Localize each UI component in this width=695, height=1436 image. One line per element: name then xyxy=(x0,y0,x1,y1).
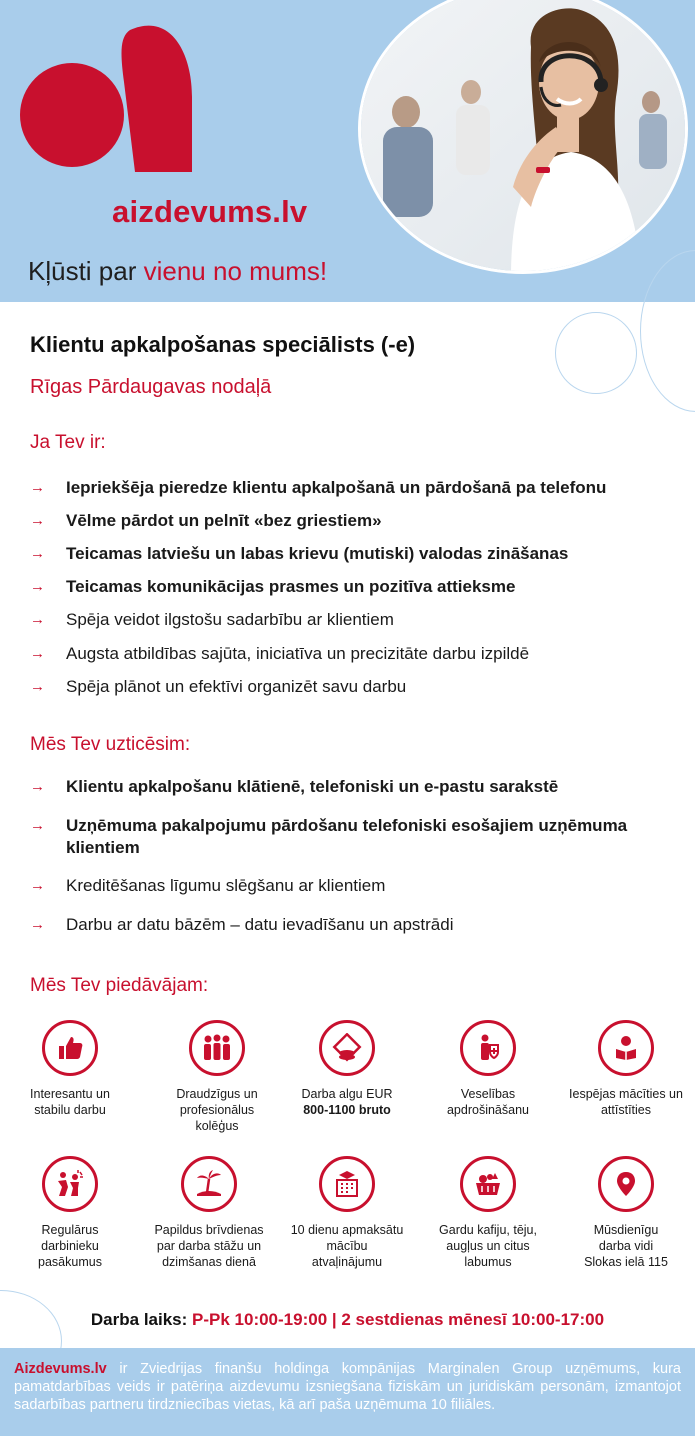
benefit-item: Interesantu un stabilu darbu xyxy=(0,1020,140,1118)
benefit-item: Papildus brīvdienas par darba stāžu un dzimšanas dienā xyxy=(139,1156,279,1270)
list-item: → Vēlme pārdot un pelnīt «bez griestiem» xyxy=(30,511,382,530)
party-icon xyxy=(42,1156,98,1212)
benefit-item: Mūsdienīgu darba vidi Slokas ielā 115 xyxy=(556,1156,695,1270)
list-item: → Spēja plānot un efektīvi organizēt savu darbu xyxy=(30,677,407,696)
list-item: → Kreditēšanas līgumu slēgšanu ar klientiem xyxy=(30,876,386,895)
vacation-icon xyxy=(181,1156,237,1212)
list-item: → Teicamas komunikācijas prasmes un pozitīva attieksme xyxy=(30,577,516,596)
health-insurance-icon xyxy=(460,1020,516,1076)
arrow-right-icon: → xyxy=(30,916,45,933)
slogan: Kļūsti par vienu no mums! xyxy=(28,256,328,286)
arrow-right-icon: → xyxy=(30,877,45,894)
company-description: Aizdevums.lv ir Zviedrijas finanšu holdinga kompānijas Marginalen Group uzņēmums, kura pamatdarbības veids ir patēriņa aizdevumu izsniegšana fiziskām un juridiskām personām, izmantojot sadarbības partneru tirdzniecības vietas, kā arī paša uzņēmuma 10 filiāles. xyxy=(14,1361,681,1413)
benefit-item: 10 dienu apmaksātu mācību atvaļinājumu xyxy=(277,1156,417,1270)
decorative-circle xyxy=(555,312,637,394)
list-item: → Augsta atbildības sajūta, iniciatīva un precizitāte darbu izpildē xyxy=(30,644,530,663)
job-title: Klientu apkalpošanas speciālists (-e) xyxy=(30,332,416,357)
calendar-education-icon xyxy=(319,1156,375,1212)
arrow-right-icon: → xyxy=(30,778,45,795)
list-item: → Klientu apkalpošanu klātienē, telefoniski un e-pastu sarakstē xyxy=(30,777,559,796)
arrow-right-icon: → xyxy=(30,545,45,562)
working-hours: Darba laiks: P-Pk 10:00-19:00 | 2 sestdienas mēnesī 10:00-17:00 xyxy=(90,1310,605,1329)
footer-company-info xyxy=(0,1348,695,1436)
benefit-item: Gardu kafiju, tēju, augļus un citus labumus xyxy=(418,1156,558,1270)
duties-heading: Mēs Tev uzticēsim: xyxy=(30,734,191,755)
job-location: Rīgas Pārdaugavas nodaļā xyxy=(30,376,272,398)
benefit-item: Iespējas mācīties un attīstīties xyxy=(556,1020,695,1118)
offer-heading: Mēs Tev piedāvājam: xyxy=(30,975,209,996)
arrow-right-icon: → xyxy=(30,645,45,662)
arrow-right-icon: → xyxy=(30,578,45,595)
arrow-right-icon: → xyxy=(30,817,45,834)
benefit-item: Draudzīgus un profesionālus kolēģus xyxy=(147,1020,287,1134)
benefit-item: Regulārus darbinieku pasākumus xyxy=(0,1156,140,1270)
list-item: → Teicamas latviešu un labas krievu (mutiski) valodas zināšanas xyxy=(30,544,569,563)
requirements-heading: Ja Tev ir: xyxy=(30,432,106,453)
benefit-item: Veselības apdrošināšanu xyxy=(418,1020,558,1118)
location-pin-icon xyxy=(598,1156,654,1212)
money-icon xyxy=(319,1020,375,1076)
header-banner xyxy=(0,0,695,302)
team-icon xyxy=(189,1020,245,1076)
list-item: → Darbu ar datu bāzēm – datu ievadīšanu un apstrādi xyxy=(30,915,454,934)
food-basket-icon xyxy=(460,1156,516,1212)
brand-logo-icon xyxy=(20,12,200,182)
arrow-right-icon: → xyxy=(30,479,45,496)
arrow-right-icon: → xyxy=(30,678,45,695)
list-item: → Iepriekšēja pieredze klientu apkalpošanā un pārdošanā pa telefonu xyxy=(30,478,607,497)
arrow-right-icon: → xyxy=(30,611,45,628)
benefit-item: Darba algu EUR 800-1100 bruto xyxy=(277,1020,417,1118)
call-center-photo xyxy=(358,0,688,274)
learning-icon xyxy=(598,1020,654,1076)
list-item: → Spēja veidot ilgstošu sadarbību ar klientiem xyxy=(30,610,394,629)
thumbs-up-icon xyxy=(42,1020,98,1076)
brand-name: aizdevums.lv xyxy=(112,194,308,229)
arrow-right-icon: → xyxy=(30,512,45,529)
list-item: → Uzņēmuma pakalpojumu pārdošanu telefoniski esošajiem uzņēmuma klientiem xyxy=(30,816,628,857)
